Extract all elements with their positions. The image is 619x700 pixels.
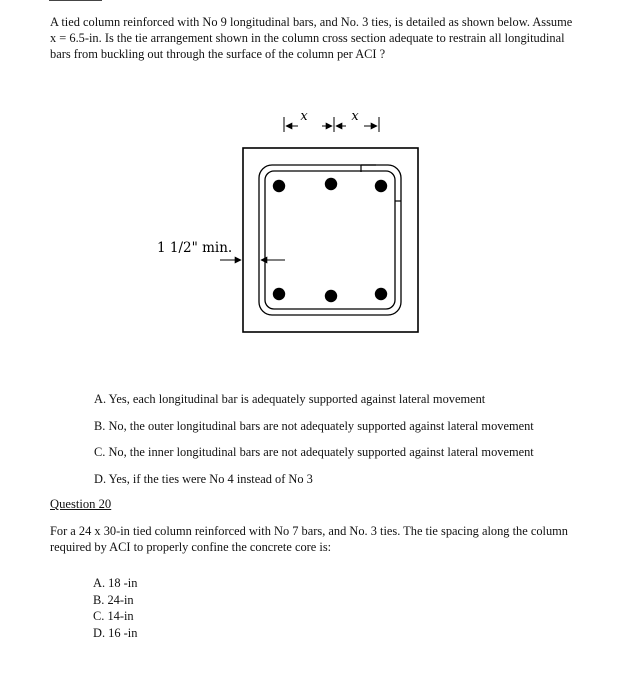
option-a[interactable]: A. Yes, each longitudinal bar is adequately supported against lateral movement [94, 392, 486, 406]
column-section-diagram [150, 104, 440, 344]
question-20-options [93, 575, 137, 641]
question-19-options [94, 390, 534, 496]
option-c[interactable]: C. No, the inner longitudinal bars are not adequately supported against lateral movement [94, 445, 534, 459]
dimension-ticks [284, 117, 379, 132]
spacing-label-x-right: x [351, 109, 359, 124]
column-cross-section-figure [150, 104, 440, 344]
longitudinal-bars [273, 178, 387, 302]
question-20-prompt: For a 24 x 30-in tied column reinforced with No 7 bars, and No. 3 ties. The tie spacing along the column required by ACI to properly confine the concrete core is: [50, 524, 568, 554]
option-a[interactable]: A. 18 -in [93, 576, 138, 590]
question-19-prompt: A tied column reinforced with No 9 longitudinal bars, and No. 3 ties, is detailed as shown below. Assume x = 6.5-in. Is the tie arrangement shown in the column cross section adequate to restrain all longitudinal bars from buckling out through the surface of the column per ACI ? [50, 15, 573, 61]
option-b[interactable]: B. No, the outer longitudinal bars are not adequately supported against lateral movement [94, 418, 534, 433]
tie-inner-line [265, 171, 395, 309]
option-d[interactable]: D. Yes, if the ties were No 4 instead of No 3 [94, 471, 313, 486]
option-b[interactable]: B. 24-in [93, 592, 134, 607]
column-outline [243, 148, 418, 332]
top-divider [49, 0, 102, 1]
question-20-heading: Question 20 [50, 497, 112, 511]
option-c[interactable]: C. 14-in [93, 609, 134, 623]
cover-dimension-label: 1 1/2" min. [157, 240, 233, 256]
option-d[interactable]: D. 16 -in [93, 625, 138, 640]
spacing-label-x-left: x [300, 109, 308, 124]
